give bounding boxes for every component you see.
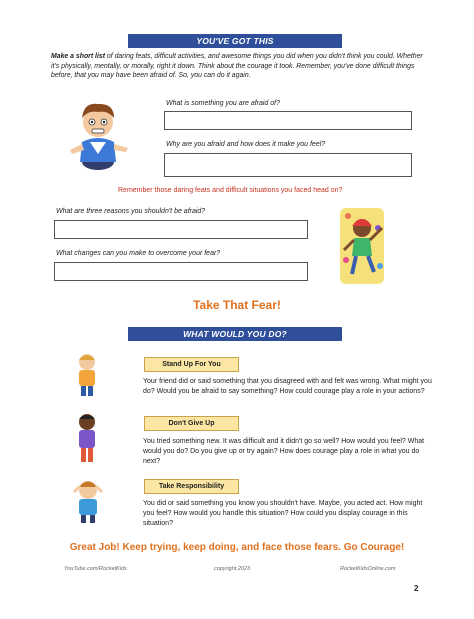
scared-boy-illustration [68,98,130,170]
kid-take-responsibility-illustration [70,478,106,524]
climbing-kid-illustration [334,206,390,286]
page-title: Take That Fear! [193,298,281,312]
kid-dont-give-up-illustration [74,412,100,466]
scenario-text-stand-up: Your friend did or said something that you disagreed with and felt was wrong. What might you do? Would you be afraid to say something? How could courage play a role in your actions? [143,378,432,395]
reminder-text: Remember those daring feats and difficult situations you faced head on? [118,187,343,194]
kid-stand-up-illustration [74,352,100,398]
scenario-text-take-responsibility: You did or said something you know you shouldn't have. Maybe, you acted act. How might you feel? How would you handle this situation? How could you display courage in this situation? [143,500,423,527]
intro-bold: Make a short list [51,53,105,60]
scenario-label-take-responsibility: Take Responsibility [144,479,239,494]
section-banner-what-would-you-do [128,327,342,341]
page-number: 2 [414,584,419,593]
closing-message: Great Job! Keep trying, keep doing, and face those fears. Go Courage! [69,542,405,553]
question-why-afraid: Why are you afraid and how does it make you feel? [166,141,326,148]
question-changes: What changes can you make to overcome your fear? [56,250,221,257]
section-banner-title: WHAT WOULD YOU DO? [183,329,287,339]
intro-text: of daring feats, difficult activities, and awesome things you did when you didn't think you could. Whether it's physically, mentally, or morally, right it down. Think about the courage it took. Remember, you've done difficult things before, that you may have been afraid of. So, you can do it again. [51,53,423,80]
scenario-label-dont-give-up: Don't Give Up [144,416,239,431]
answer-box-changes[interactable] [54,262,308,281]
scenario-label-stand-up: Stand Up For You [144,357,239,372]
footer-website: RocketKidsOnline.com [340,566,396,572]
answer-box-afraid-of[interactable] [164,111,412,130]
section-banner-title: YOU'VE GOT THIS [196,36,274,46]
footer-youtube: YouTube.com/RocketKids [64,566,127,572]
question-three-reasons: What are three reasons you shouldn't be afraid? [56,208,206,215]
section-banner-youve-got-this [128,34,342,48]
answer-box-why-afraid[interactable] [164,153,412,177]
scenario-text-dont-give-up: You tried something new. It was difficult and it didn't go so well? How would you feel? What would you do? Do you give up or try again? How does courage play a role in what you do next? [143,438,425,465]
question-afraid-of: What is something you are afraid of? [166,100,281,107]
answer-box-three-reasons[interactable] [54,220,308,239]
footer-copyright: copyright.2023 [214,566,251,572]
intro-paragraph [51,52,431,81]
